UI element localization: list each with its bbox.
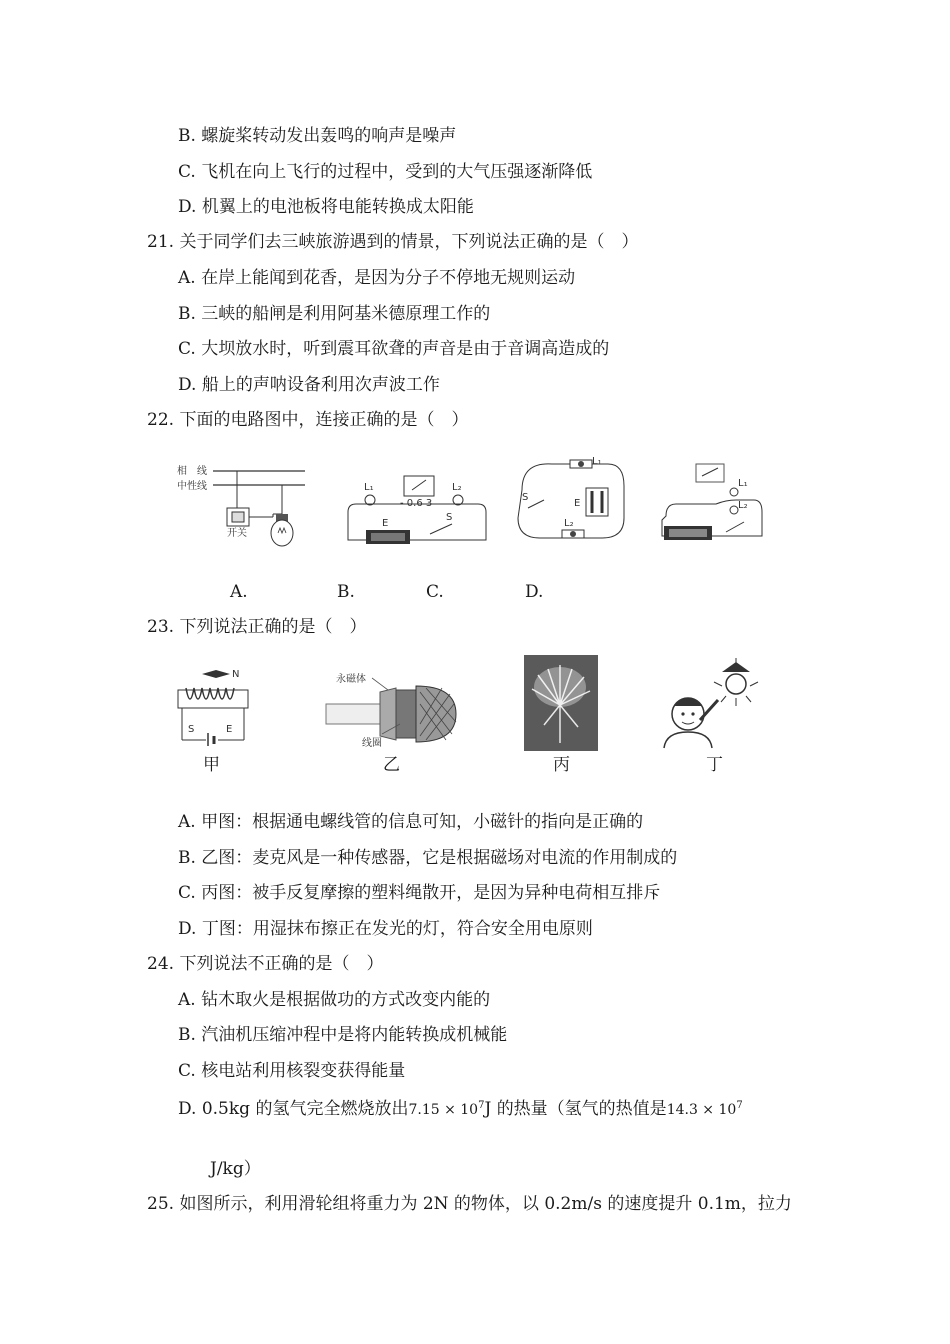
battery-label: E	[574, 498, 581, 509]
q24-option-d-unit: J/kg）	[210, 1159, 261, 1179]
q23-caption-yi: 乙	[383, 755, 400, 775]
q22-stem: 22. 下面的电路图中，连接正确的是（ ）	[147, 410, 469, 430]
q21-option-d: D. 船上的声呐设备利用次声波工作	[178, 375, 440, 395]
q23-figure-ding	[660, 658, 760, 750]
switch-s-label: S	[188, 724, 195, 735]
q23-option-c: C. 丙图：被手反复摩擦的塑料绳散开，是因为异种电荷相互排斥	[178, 883, 661, 903]
q20-option-c: C. 飞机在向上飞行的过程中，受到的大气压强逐渐降低	[178, 162, 593, 182]
q24-option-a: A. 钻木取火是根据做功的方式改变内能的	[178, 990, 491, 1010]
q25-stem: 25. 如图所示，利用滑轮组将重力为 2N 的物体，以 0.2m/s 的速度提升 0.1m，拉力	[147, 1194, 792, 1214]
q22-figure-d	[656, 460, 768, 546]
q24-option-d-prefix: D. 0.5kg 的氢气完全燃烧放出	[178, 1099, 409, 1119]
q23-option-a: A. 甲图：根据通电螺线管的信息可知，小磁针的指向是正确的	[178, 812, 644, 832]
q21-option-a: A. 在岸上能闻到花香，是因为分子不停地无规则运动	[178, 268, 576, 288]
heat-exponent: 7	[478, 1100, 485, 1111]
q22-caption-a: A.	[230, 582, 248, 602]
q20-option-d: D. 机翼上的电池板将电能转换成太阳能	[178, 197, 474, 217]
q23-caption-bing: 丙	[553, 755, 570, 775]
switch-label: 开关	[227, 528, 247, 539]
calorific-exponent: 7	[736, 1100, 743, 1111]
q24-stem: 24. 下列说法不正确的是（ ）	[147, 954, 384, 974]
lamp-l2-label: L₂	[738, 500, 748, 511]
q22-figure-b	[342, 470, 492, 552]
lamp-l1-label: L₁	[738, 478, 748, 489]
q23-stem: 23. 下列说法正确的是（ ）	[147, 617, 367, 637]
q24-option-d	[178, 1097, 743, 1122]
lamp-l1-label: L₁	[592, 456, 602, 467]
calorific-value	[667, 1102, 743, 1118]
q23-option-d: D. 丁图：用湿抹布擦正在发光的灯，符合安全用电原则	[178, 919, 593, 939]
ammeter-label: - 0.6 3	[400, 498, 433, 509]
lamp-l2-label: L₂	[564, 518, 574, 529]
heat-mantissa: 7.15 × 10	[408, 1102, 479, 1118]
switch-s-label: S	[522, 492, 529, 503]
switch-s-label: S	[446, 512, 453, 523]
q23-caption-jia: 甲	[203, 755, 220, 775]
q22-caption-d: D.	[525, 582, 544, 602]
q23-figure-yi	[322, 664, 462, 750]
q22-figure-c	[512, 456, 630, 544]
neutral-wire-label: 中性线	[177, 481, 207, 492]
q21-option-c: C. 大坝放水时，听到震耳欲聋的声音是由于音调高造成的	[178, 339, 610, 359]
q24-option-c: C. 核电站利用核裂变获得能量	[178, 1061, 406, 1081]
lamp-l1-label: L₁	[364, 482, 374, 493]
q23-figure-jia	[172, 664, 262, 746]
battery-e-label: E	[226, 724, 233, 735]
coil-label: 线圈	[362, 738, 382, 749]
calorific-mantissa: 14.3 × 10	[666, 1102, 737, 1118]
magnet-label: 永磁体	[336, 674, 366, 685]
q24-option-b: B. 汽油机压缩冲程中是将内能转换成机械能	[178, 1025, 508, 1045]
q21-option-b: B. 三峡的船闸是利用阿基米德原理工作的	[178, 304, 491, 324]
q21-stem: 21. 关于同学们去三峡旅游遇到的情景，下列说法正确的是（ ）	[147, 232, 639, 252]
q20-option-b: B. 螺旋桨转动发出轰鸣的响声是噪声	[178, 126, 457, 146]
lamp-l2-label: L₂	[452, 482, 462, 493]
live-wire-label: 相 线	[177, 466, 207, 477]
north-pole-label: N	[232, 669, 240, 680]
q23-option-b: B. 乙图：麦克风是一种传感器，它是根据磁场对电流的作用制成的	[178, 848, 678, 868]
q22-caption-c: C.	[426, 582, 444, 602]
heat-value	[408, 1102, 484, 1118]
battery-label: E	[382, 518, 389, 529]
q22-figure-a	[175, 462, 310, 554]
q23-caption-ding: 丁	[706, 755, 723, 775]
q24-option-d-middle: J 的热量（氢气的热值是	[484, 1099, 667, 1119]
q22-caption-b: B.	[337, 582, 355, 602]
q23-figure-bing	[524, 655, 598, 751]
